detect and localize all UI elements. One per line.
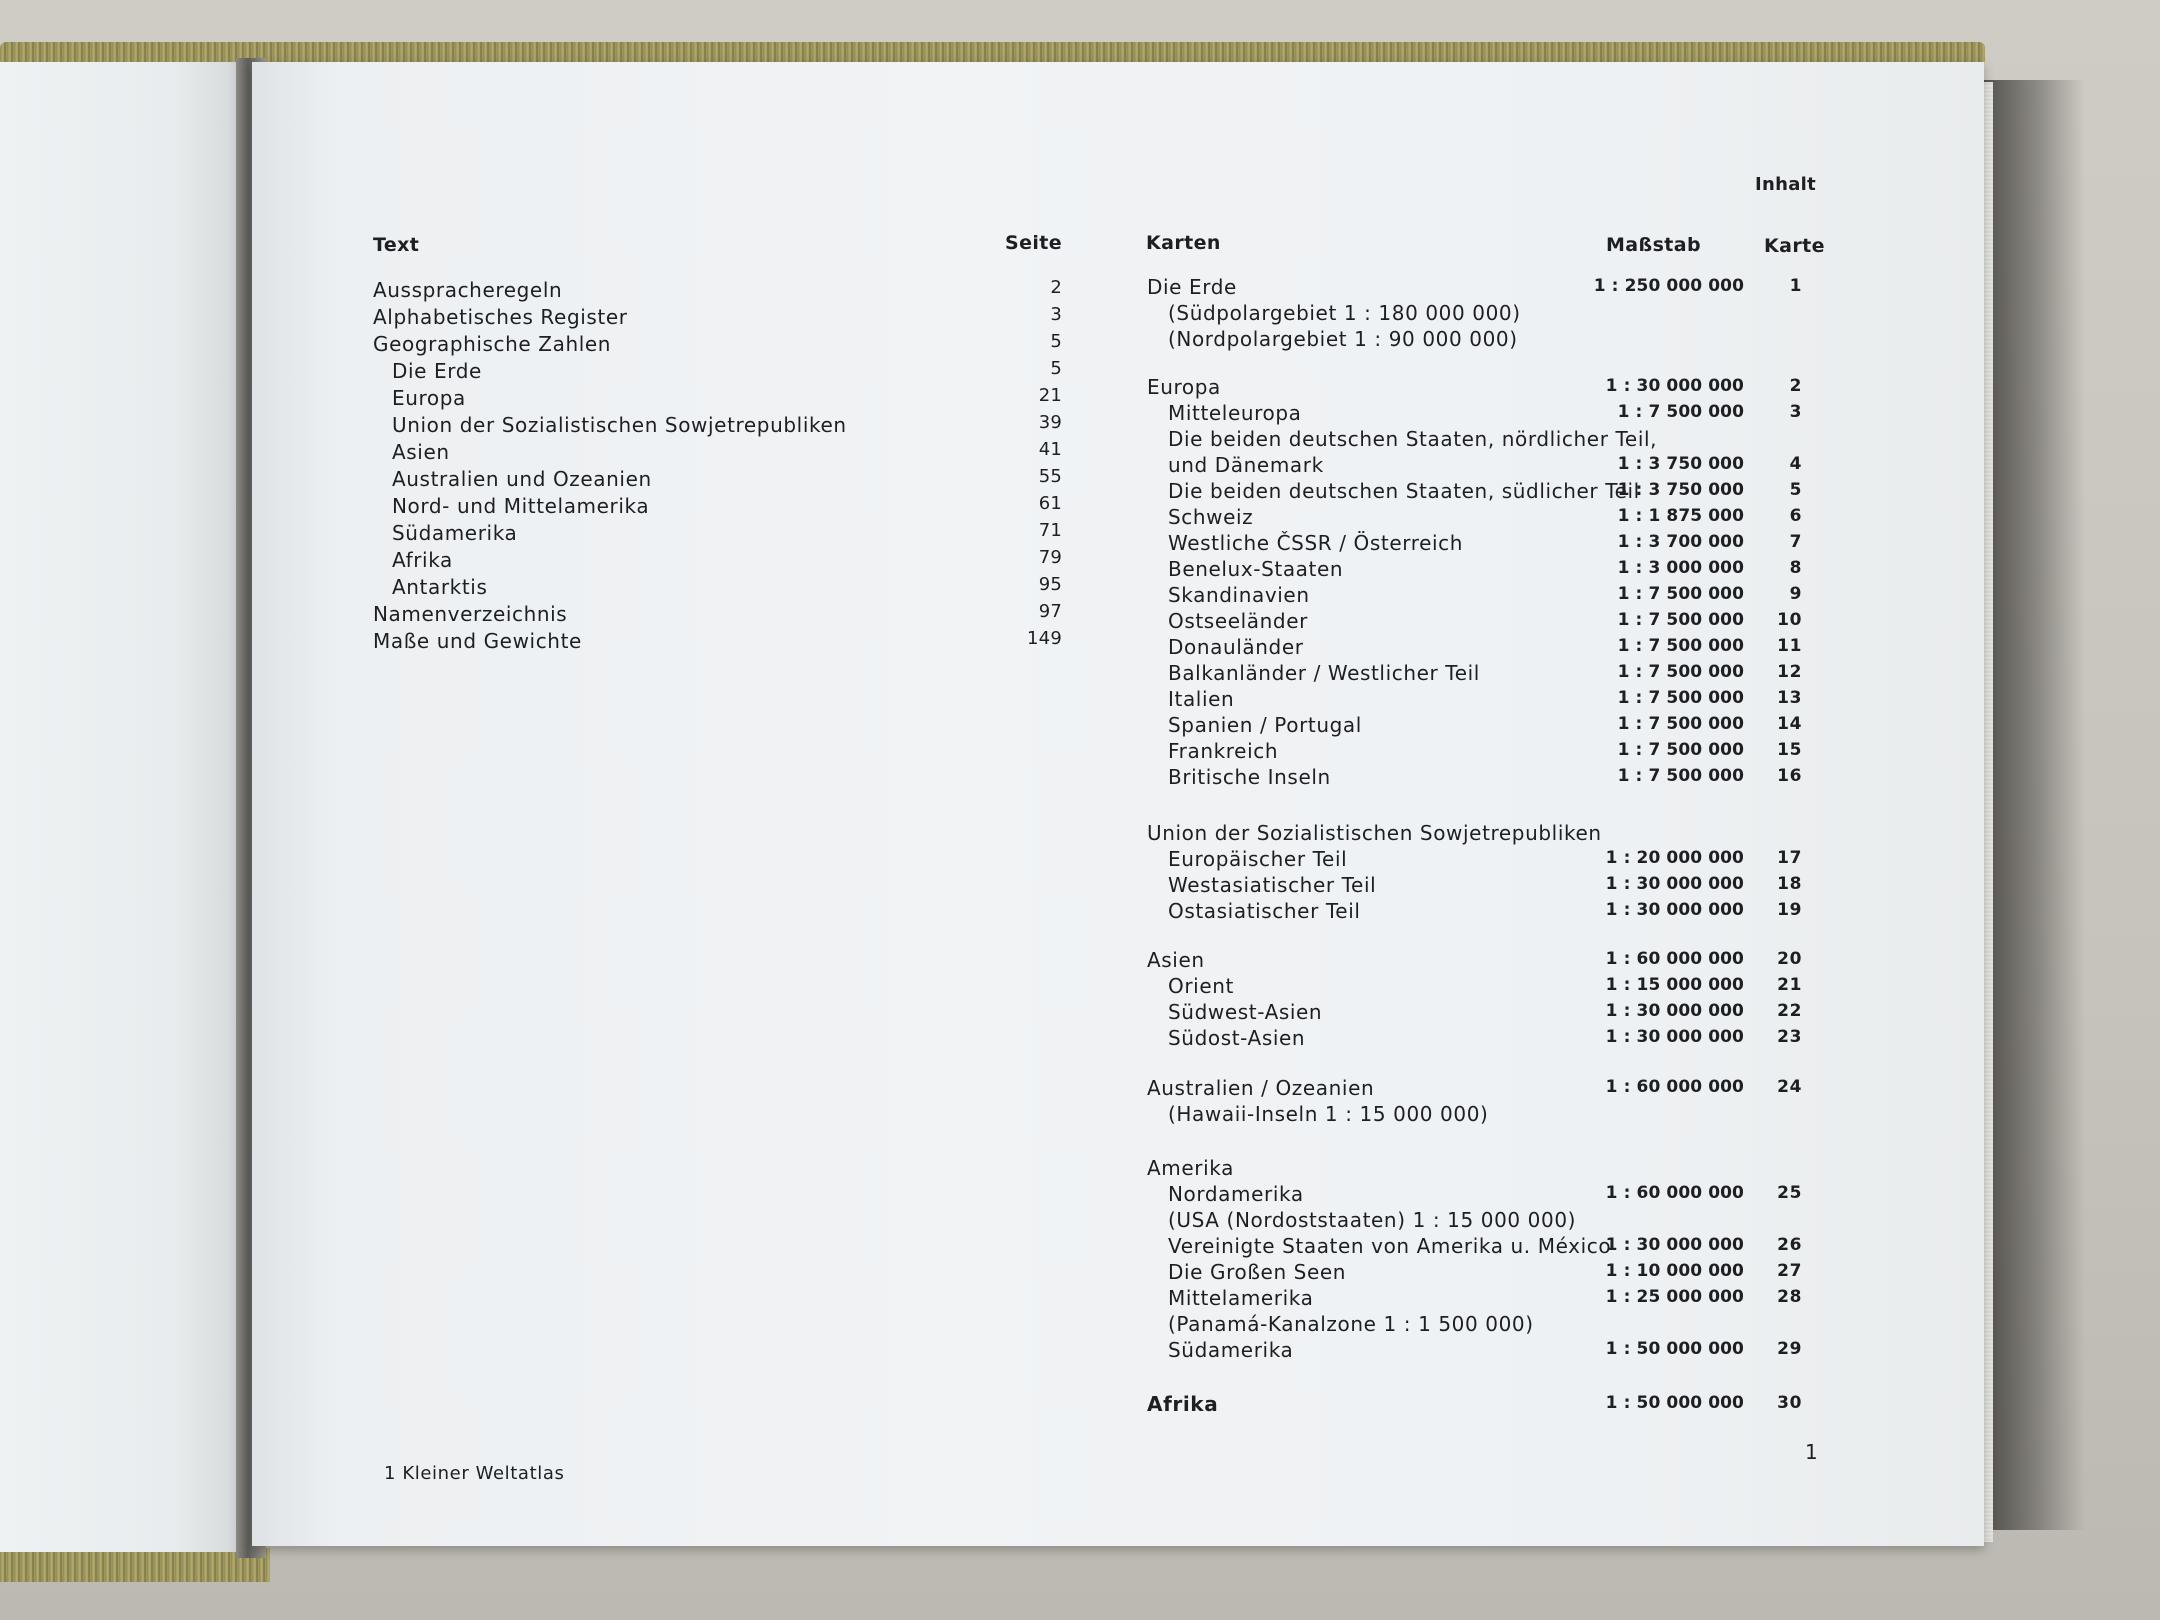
map-entry-number: 23 (1777, 1027, 1802, 1047)
map-region-label: Asien (1147, 948, 1205, 972)
map-entry-number: 1 (1789, 276, 1802, 296)
text-entry-label: Nord- und Mittelamerika (392, 494, 650, 518)
left-page (0, 62, 248, 1552)
map-entry-scale: 1 : 7 500 000 (1617, 688, 1744, 708)
text-entry-label: Ausspracheregeln (373, 278, 563, 302)
map-entry-label: (Hawaii-Inseln 1 : 15 000 000) (1168, 1102, 1489, 1126)
map-entry-label: Orient (1168, 974, 1234, 998)
text-entry-page: 61 (1038, 493, 1062, 514)
map-region-label: Amerika (1147, 1156, 1234, 1180)
text-entry-label: Geographische Zahlen (373, 332, 612, 356)
map-region-label: Europa (1147, 375, 1221, 399)
printer-signature: 1 Kleiner Weltatlas (384, 1463, 565, 1484)
text-entry-page: 21 (1038, 385, 1062, 406)
map-entry-scale: 1 : 30 000 000 (1605, 376, 1744, 396)
map-entry-number: 19 (1777, 900, 1802, 920)
map-entry-label: (Panamá-Kanalzone 1 : 1 500 000) (1168, 1312, 1534, 1336)
map-entry-scale: 1 : 30 000 000 (1605, 900, 1744, 920)
map-entry-scale: 1 : 30 000 000 (1605, 874, 1744, 894)
map-entry-number: 26 (1777, 1235, 1802, 1255)
map-entry-label: Frankreich (1168, 739, 1279, 763)
map-entry-label: Die Großen Seen (1168, 1260, 1347, 1284)
text-entry-page: 71 (1038, 520, 1062, 541)
map-entry-number: 14 (1777, 714, 1802, 734)
section-title-inhalt: Inhalt (1755, 174, 1817, 195)
map-entry-number: 5 (1789, 480, 1802, 500)
map-entry-scale: 1 : 25 000 000 (1605, 1287, 1744, 1307)
map-entry-number: 8 (1789, 558, 1802, 578)
map-region-label: Australien / Ozeanien (1147, 1076, 1375, 1100)
map-entry-number: 15 (1777, 740, 1802, 760)
text-entry-label: Südamerika (392, 521, 518, 545)
map-entry-number: 17 (1777, 848, 1802, 868)
book-cover-bottom-edge (0, 1548, 270, 1582)
map-entry-number: 10 (1777, 610, 1802, 630)
text-entry-page: 55 (1038, 466, 1062, 487)
text-entry-page: 2 (1050, 277, 1062, 298)
map-entry-scale: 1 : 30 000 000 (1605, 1001, 1744, 1021)
map-region-label: Union der Sozialistischen Sowjetrepubliken (1147, 821, 1602, 845)
text-column-heading: Text (373, 234, 420, 256)
map-entry-scale: 1 : 15 000 000 (1605, 975, 1744, 995)
map-entry-scale: 1 : 30 000 000 (1605, 1027, 1744, 1047)
map-entry-number: 20 (1777, 949, 1802, 969)
map-entry-number: 16 (1777, 766, 1802, 786)
map-entry-label: Skandinavien (1168, 583, 1310, 607)
map-entry-label: Westliche ČSSR / Österreich (1168, 531, 1464, 555)
text-entry-page: 39 (1038, 412, 1062, 433)
map-entry-scale: 1 : 3 000 000 (1617, 558, 1744, 578)
text-entry-label: Asien (392, 440, 450, 464)
text-entry-label: Australien und Ozeanien (392, 467, 652, 491)
map-entry-number: 30 (1777, 1393, 1802, 1413)
map-entry-scale: 1 : 7 500 000 (1617, 766, 1744, 786)
text-entry-page: 5 (1050, 358, 1062, 379)
map-entry-number: 12 (1777, 662, 1802, 682)
text-entry-page: 79 (1038, 547, 1062, 568)
map-entry-scale: 1 : 7 500 000 (1617, 662, 1744, 682)
map-entry-label: Benelux-Staaten (1168, 557, 1344, 581)
map-entry-label: Südost-Asien (1168, 1026, 1306, 1050)
map-region-label: Afrika (1147, 1392, 1219, 1416)
map-entry-scale: 1 : 20 000 000 (1605, 848, 1744, 868)
map-entry-number: 13 (1777, 688, 1802, 708)
text-entry-label: Antarktis (392, 575, 488, 599)
map-entry-number: 22 (1777, 1001, 1802, 1021)
map-entry-label: (USA (Nordoststaaten) 1 : 15 000 000) (1168, 1208, 1577, 1232)
map-entry-scale: 1 : 50 000 000 (1605, 1339, 1744, 1359)
map-entry-number: 25 (1777, 1183, 1802, 1203)
map-entry-label: Südamerika (1168, 1338, 1294, 1362)
map-entry-label: und Dänemark (1168, 453, 1324, 477)
map-entry-label: Schweiz (1168, 505, 1254, 529)
map-entry-scale: 1 : 250 000 000 (1593, 276, 1744, 296)
text-entry-page: 5 (1050, 331, 1062, 352)
map-entry-label: Westasiatischer Teil (1168, 873, 1377, 897)
map-entry-number: 11 (1777, 636, 1802, 656)
map-entry-label: Ostseeländer (1168, 609, 1308, 633)
map-entry-label: Britische Inseln (1168, 765, 1331, 789)
text-entry-page: 149 (1027, 628, 1062, 649)
map-entry-number: 24 (1777, 1077, 1802, 1097)
map-entry-label: Donauländer (1168, 635, 1304, 659)
map-entry-label: Mitteleuropa (1168, 401, 1302, 425)
map-entry-label: Italien (1168, 687, 1235, 711)
map-entry-scale: 1 : 60 000 000 (1605, 1077, 1744, 1097)
map-entry-scale: 1 : 1 875 000 (1617, 506, 1744, 526)
map-entry-scale: 1 : 60 000 000 (1605, 949, 1744, 969)
text-entry-page: 3 (1050, 304, 1062, 325)
map-entry-number: 3 (1789, 402, 1802, 422)
map-entry-number: 21 (1777, 975, 1802, 995)
map-entry-scale: 1 : 7 500 000 (1617, 402, 1744, 422)
map-entry-label: Vereinigte Staaten von Amerika u. México (1168, 1234, 1612, 1258)
scale-column-heading: Maßstab (1606, 234, 1702, 256)
map-entry-number: 4 (1789, 454, 1802, 474)
page-column-heading: Seite (1005, 232, 1063, 254)
map-entry-scale: 1 : 7 500 000 (1617, 740, 1744, 760)
map-entry-label: (Nordpolargebiet 1 : 90 000 000) (1168, 327, 1518, 351)
text-entry-label: Namenverzeichnis (373, 602, 568, 626)
map-entry-label: Nordamerika (1168, 1182, 1304, 1206)
maps-column-heading: Karten (1146, 232, 1221, 254)
text-entry-label: Europa (392, 386, 466, 410)
text-entry-page: 41 (1038, 439, 1062, 460)
map-entry-number: 2 (1789, 376, 1802, 396)
map-entry-label: Mittelamerika (1168, 1286, 1314, 1310)
text-entry-label: Maße und Gewichte (373, 629, 582, 653)
map-entry-scale: 1 : 50 000 000 (1605, 1393, 1744, 1413)
map-entry-scale: 1 : 3 700 000 (1617, 532, 1744, 552)
map-entry-label: (Südpolargebiet 1 : 180 000 000) (1168, 301, 1521, 325)
map-entry-label: Ostasiatischer Teil (1168, 899, 1361, 923)
text-entry-label: Alphabetisches Register (373, 305, 628, 329)
map-entry-scale: 1 : 30 000 000 (1605, 1235, 1744, 1255)
map-entry-number: 7 (1789, 532, 1802, 552)
page-number: 1 (1805, 1440, 1818, 1464)
map-entry-label: Spanien / Portugal (1168, 713, 1362, 737)
map-entry-label: Europäischer Teil (1168, 847, 1348, 871)
map-entry-number: 18 (1777, 874, 1802, 894)
map-entry-number: 9 (1789, 584, 1802, 604)
map-entry-number: 29 (1777, 1339, 1802, 1359)
text-entry-label: Die Erde (392, 359, 482, 383)
map-entry-scale: 1 : 3 750 000 (1617, 454, 1744, 474)
map-entry-label: Die beiden deutschen Staaten, südlicher Teil (1168, 479, 1640, 503)
map-entry-scale: 1 : 10 000 000 (1605, 1261, 1744, 1281)
map-entry-scale: 1 : 7 500 000 (1617, 610, 1744, 630)
map-region-label: Die Erde (1147, 275, 1237, 299)
map-entry-scale: 1 : 7 500 000 (1617, 714, 1744, 734)
map-entry-scale: 1 : 3 750 000 (1617, 480, 1744, 500)
text-entry-page: 95 (1038, 574, 1062, 595)
map-entry-number: 6 (1789, 506, 1802, 526)
map-entry-label: Balkanländer / Westlicher Teil (1168, 661, 1480, 685)
map-entry-number: 28 (1777, 1287, 1802, 1307)
map-number-column-heading: Karte (1764, 235, 1825, 257)
map-entry-scale: 1 : 7 500 000 (1617, 584, 1744, 604)
text-entry-label: Afrika (392, 548, 453, 572)
text-entry-label: Union der Sozialistischen Sowjetrepubliken (392, 413, 847, 437)
map-entry-label: Südwest-Asien (1168, 1000, 1323, 1024)
map-entry-number: 27 (1777, 1261, 1802, 1281)
map-entry-scale: 1 : 7 500 000 (1617, 636, 1744, 656)
text-entry-page: 97 (1038, 601, 1062, 622)
map-entry-label: Die beiden deutschen Staaten, nördlicher Teil, (1168, 427, 1658, 451)
map-entry-scale: 1 : 60 000 000 (1605, 1183, 1744, 1203)
